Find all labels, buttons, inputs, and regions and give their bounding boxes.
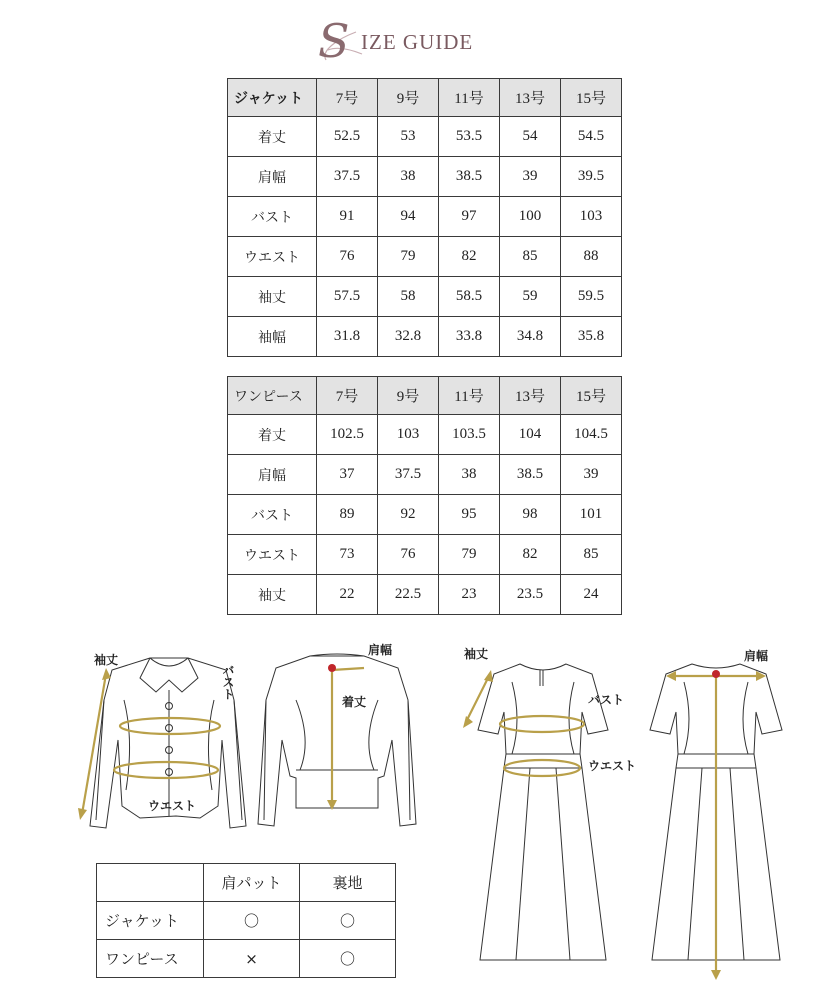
- table-cell: 57.5: [317, 277, 378, 317]
- dress-sleeve-arrow: [466, 674, 490, 722]
- table-cell: 37.5: [378, 455, 439, 495]
- size-header: 15号: [561, 377, 622, 415]
- table-cell: 104.5: [561, 415, 622, 455]
- table-cell: 59.5: [561, 277, 622, 317]
- table-cell: 88: [561, 237, 622, 277]
- table-cell: 104: [500, 415, 561, 455]
- size-header: 15号: [561, 79, 622, 117]
- table-cell: 76: [317, 237, 378, 277]
- size-header: 13号: [500, 79, 561, 117]
- table-cell: 22.5: [378, 575, 439, 615]
- table-cell: 38: [439, 455, 500, 495]
- table-cell: 103: [561, 197, 622, 237]
- table-row: [228, 197, 622, 237]
- table-cell: 53: [378, 117, 439, 157]
- table-cell: 〇: [300, 902, 396, 940]
- table-row: [97, 902, 396, 940]
- row-label: 肩幅: [228, 157, 317, 197]
- table-cell: 89: [317, 495, 378, 535]
- table-row: [228, 455, 622, 495]
- table-cell: 53.5: [439, 117, 500, 157]
- size-header: 7号: [317, 79, 378, 117]
- column-header: 肩パット: [204, 864, 300, 902]
- jacket-bust-label: バスト: [221, 664, 235, 700]
- table-row: [228, 277, 622, 317]
- jacket-length-label: 着丈: [342, 695, 367, 709]
- table-cell: 〇: [204, 902, 300, 940]
- shoulder-pad-lining-table: [96, 863, 396, 978]
- table-cell: 76: [378, 535, 439, 575]
- size-header: 11号: [439, 377, 500, 415]
- dress-shoulder-point: [712, 670, 720, 678]
- table-cell: 37: [317, 455, 378, 495]
- title-initial: S: [318, 14, 350, 68]
- table-cell: 97: [439, 197, 500, 237]
- table-cell: 34.8: [500, 317, 561, 357]
- jacket-size-table: [227, 78, 622, 357]
- row-label: 着丈: [228, 117, 317, 157]
- table-cell: 92: [378, 495, 439, 535]
- dress-sleeve-label: 袖丈: [464, 647, 489, 661]
- table-cell: 103: [378, 415, 439, 455]
- column-header: 裏地: [300, 864, 396, 902]
- jacket-shoulder-point: [328, 664, 336, 672]
- jacket-sleeve-label: 袖丈: [94, 653, 119, 667]
- table-cell: 95: [439, 495, 500, 535]
- row-label: 袖丈: [228, 575, 317, 615]
- table-row: [228, 317, 622, 357]
- table-cell: 39: [500, 157, 561, 197]
- table-cell: 98: [500, 495, 561, 535]
- table-cell: 39: [561, 455, 622, 495]
- dress-size-table: [227, 376, 622, 615]
- row-label: 肩幅: [228, 455, 317, 495]
- corner-cell: [97, 864, 204, 902]
- dress-front-illustration: [478, 664, 608, 960]
- table-header-row: [228, 377, 622, 415]
- table-cell: 82: [439, 237, 500, 277]
- row-label: 袖幅: [228, 317, 317, 357]
- table-cell: 24: [561, 575, 622, 615]
- table-cell: 23: [439, 575, 500, 615]
- size-header: 9号: [378, 377, 439, 415]
- table-cell: 31.8: [317, 317, 378, 357]
- table-row: [228, 117, 622, 157]
- table-cell: 38: [378, 157, 439, 197]
- table-cell: 39.5: [561, 157, 622, 197]
- dress-label: ワンピース: [228, 377, 317, 415]
- jacket-shoulder-arrow: [332, 668, 364, 670]
- table-cell: 94: [378, 197, 439, 237]
- row-label: 着丈: [228, 415, 317, 455]
- table-cell: 37.5: [317, 157, 378, 197]
- table-header-row: [228, 79, 622, 117]
- table-row: [97, 940, 396, 978]
- table-cell: 79: [439, 535, 500, 575]
- row-label: バスト: [228, 495, 317, 535]
- table-cell: 85: [500, 237, 561, 277]
- table-cell: 35.8: [561, 317, 622, 357]
- row-label: バスト: [228, 197, 317, 237]
- jacket-waist-label: ウエスト: [148, 799, 197, 813]
- table-cell: 38.5: [500, 455, 561, 495]
- size-guide-title: [0, 14, 830, 68]
- table-row: [228, 535, 622, 575]
- table-row: [228, 415, 622, 455]
- dress-bust-label: バスト: [588, 693, 625, 707]
- size-header: 11号: [439, 79, 500, 117]
- dress-shoulder-label: 肩幅: [744, 649, 769, 663]
- table-cell: 38.5: [439, 157, 500, 197]
- table-cell: 23.5: [500, 575, 561, 615]
- jacket-back-illustration: [258, 654, 416, 826]
- dress-bust-ring: [500, 716, 584, 732]
- table-row: [228, 157, 622, 197]
- table-header-row: [97, 864, 396, 902]
- table-cell: 73: [317, 535, 378, 575]
- table-cell: 102.5: [317, 415, 378, 455]
- table-cell: 79: [378, 237, 439, 277]
- row-label: ウエスト: [228, 237, 317, 277]
- table-cell: 22: [317, 575, 378, 615]
- table-cell: 101: [561, 495, 622, 535]
- table-cell: 〇: [300, 940, 396, 978]
- table-cell: 59: [500, 277, 561, 317]
- jacket-label: ジャケット: [228, 79, 317, 117]
- table-cell: 103.5: [439, 415, 500, 455]
- row-label: ワンピース: [97, 940, 204, 978]
- row-label: ジャケット: [97, 902, 204, 940]
- jacket-shoulder-label: 肩幅: [368, 643, 393, 657]
- table-cell: 52.5: [317, 117, 378, 157]
- table-cell: 32.8: [378, 317, 439, 357]
- title-rest: IZE GUIDE: [361, 30, 474, 54]
- table-row: [228, 495, 622, 535]
- size-header: 7号: [317, 377, 378, 415]
- table-cell: 54: [500, 117, 561, 157]
- row-label: ウエスト: [228, 535, 317, 575]
- row-label: 袖丈: [228, 277, 317, 317]
- table-cell: 100: [500, 197, 561, 237]
- table-cell: 82: [500, 535, 561, 575]
- table-row: [228, 237, 622, 277]
- table-cell: 58: [378, 277, 439, 317]
- table-cell: 85: [561, 535, 622, 575]
- table-cell: 91: [317, 197, 378, 237]
- table-cell: 54.5: [561, 117, 622, 157]
- dress-waist-label: ウエスト: [588, 759, 637, 773]
- table-row: [228, 575, 622, 615]
- size-header: 9号: [378, 79, 439, 117]
- table-cell: ×: [204, 940, 300, 978]
- size-header: 13号: [500, 377, 561, 415]
- table-cell: 58.5: [439, 277, 500, 317]
- table-cell: 33.8: [439, 317, 500, 357]
